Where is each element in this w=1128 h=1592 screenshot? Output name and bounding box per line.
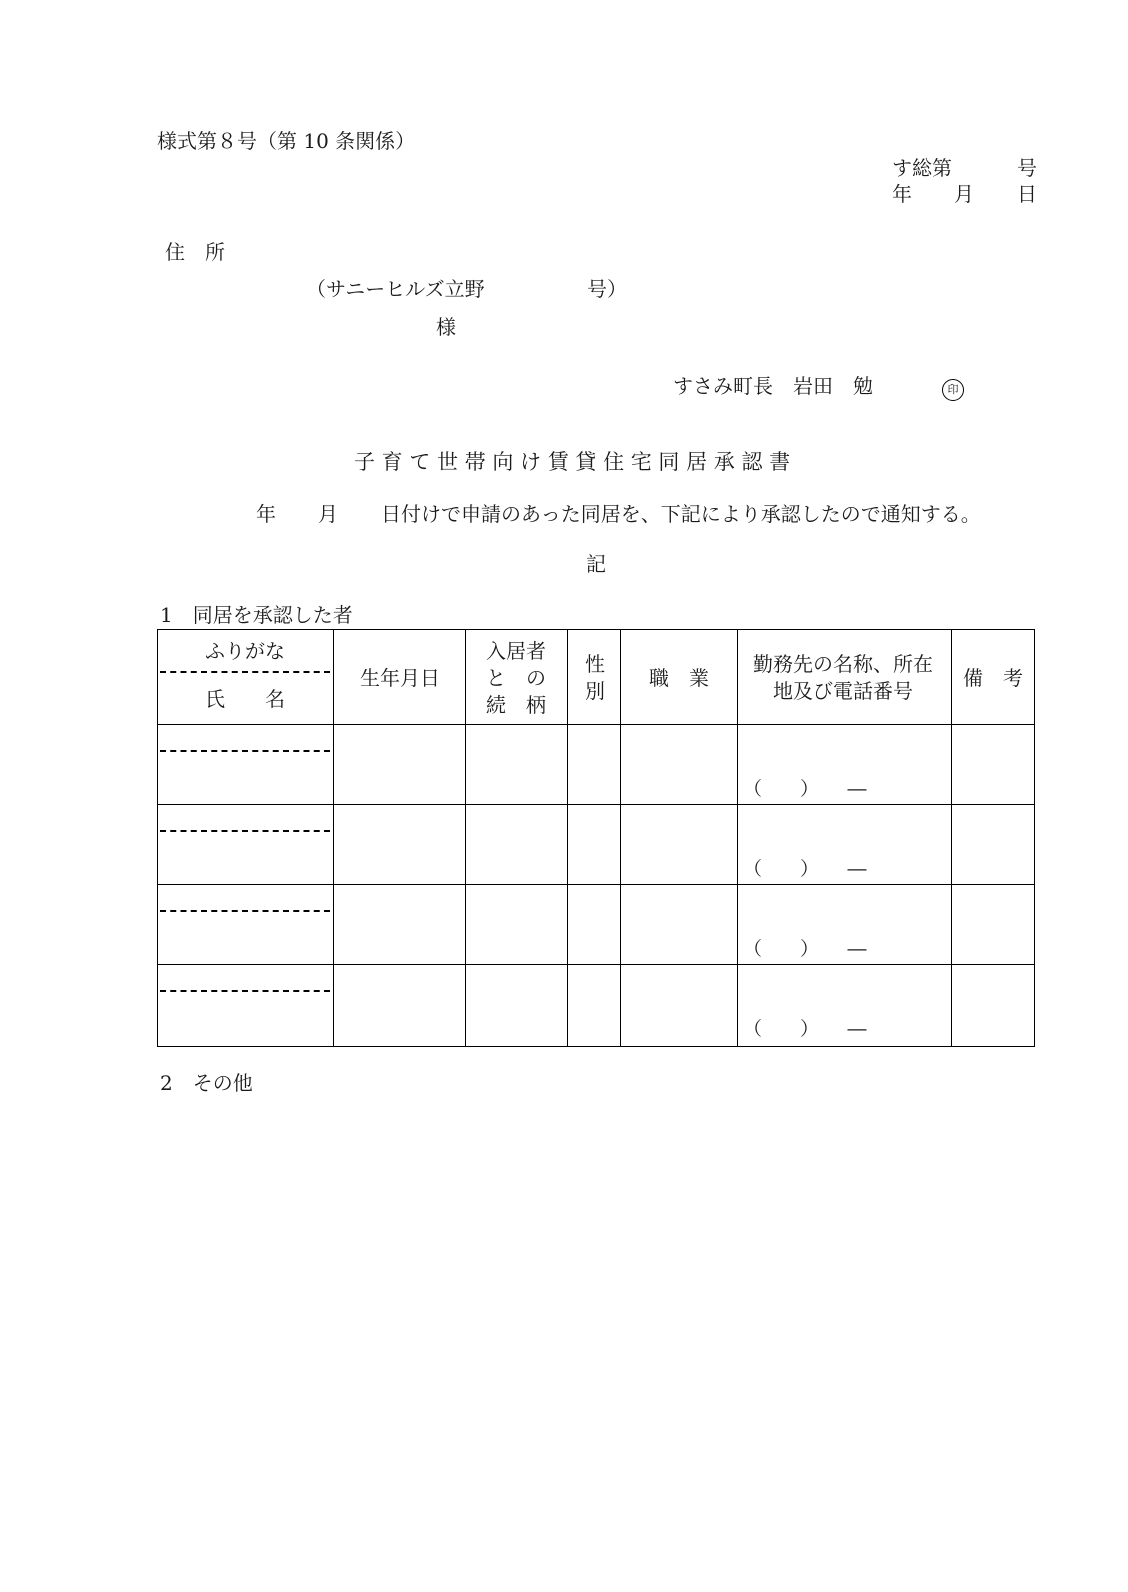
seal-icon [942, 374, 964, 401]
section1-heading: 1 同居を承認した者 [160, 603, 353, 627]
header-furigana: ふりがな [205, 639, 285, 663]
header-name: 氏 名 [205, 687, 285, 711]
header-relation-2: と の [486, 666, 546, 690]
header-birthdate: 生年月日 [360, 666, 440, 690]
header-sex-2: 別 [585, 679, 605, 703]
address-label: 住 所 [165, 240, 225, 264]
seal-mark: 印 [942, 379, 964, 401]
header-workplace-1: 勤務先の名称、所在 [753, 652, 933, 676]
furigana-separator [160, 990, 330, 992]
body-text: 日付けで申請のあった同居を、下記により承認したので通知する。 [381, 502, 981, 526]
doc-number-prefix: す総第 [892, 156, 952, 180]
row-divider [158, 724, 1034, 725]
furigana-separator [160, 830, 330, 832]
col-divider [567, 630, 568, 1046]
doc-number-suffix: 号 [1017, 156, 1037, 180]
phone-placeholder: （ ） ― [743, 778, 867, 800]
col-divider [333, 630, 334, 1046]
section2-heading: 2 その他 [160, 1071, 253, 1095]
phone-placeholder: （ ） ― [743, 1018, 867, 1040]
date-month: 月 [954, 182, 974, 206]
form-number: 様式第８号（第 10 条関係） [157, 129, 416, 153]
furigana-separator [160, 750, 330, 752]
phone-placeholder: （ ） ― [743, 938, 867, 960]
header-relation-3: 続 柄 [486, 693, 546, 717]
col-divider [737, 630, 738, 1046]
header-relation-1: 入居者 [486, 639, 546, 663]
header-remarks: 備 考 [963, 666, 1023, 690]
header-workplace-2: 地及び電話番号 [773, 679, 913, 703]
col-divider [951, 630, 952, 1046]
body-month: 月 [318, 502, 338, 526]
col-divider [620, 630, 621, 1046]
col-divider [465, 630, 466, 1046]
honorific: 様 [436, 315, 456, 339]
approved-persons-table [157, 629, 1035, 1047]
issuer-name: すさみ町長 岩田 勉 [673, 374, 873, 398]
furigana-separator [160, 910, 330, 912]
phone-placeholder: （ ） ― [743, 858, 867, 880]
date-year: 年 [892, 182, 912, 206]
row-divider [158, 804, 1034, 805]
date-day: 日 [1017, 182, 1037, 206]
header-occupation: 職 業 [649, 666, 709, 690]
row-divider [158, 884, 1034, 885]
row-divider [158, 964, 1034, 965]
furigana-separator [160, 671, 330, 673]
building-close: 号） [587, 277, 627, 301]
header-sex-1: 性 [585, 652, 605, 676]
building-open: （サニーヒルズ立野 [306, 277, 485, 301]
ki-label: 記 [586, 552, 606, 576]
document-title: 子 育 て 世 帯 向 け 賃 貸 住 宅 同 居 承 認 書 [354, 450, 791, 474]
body-year: 年 [256, 502, 276, 526]
